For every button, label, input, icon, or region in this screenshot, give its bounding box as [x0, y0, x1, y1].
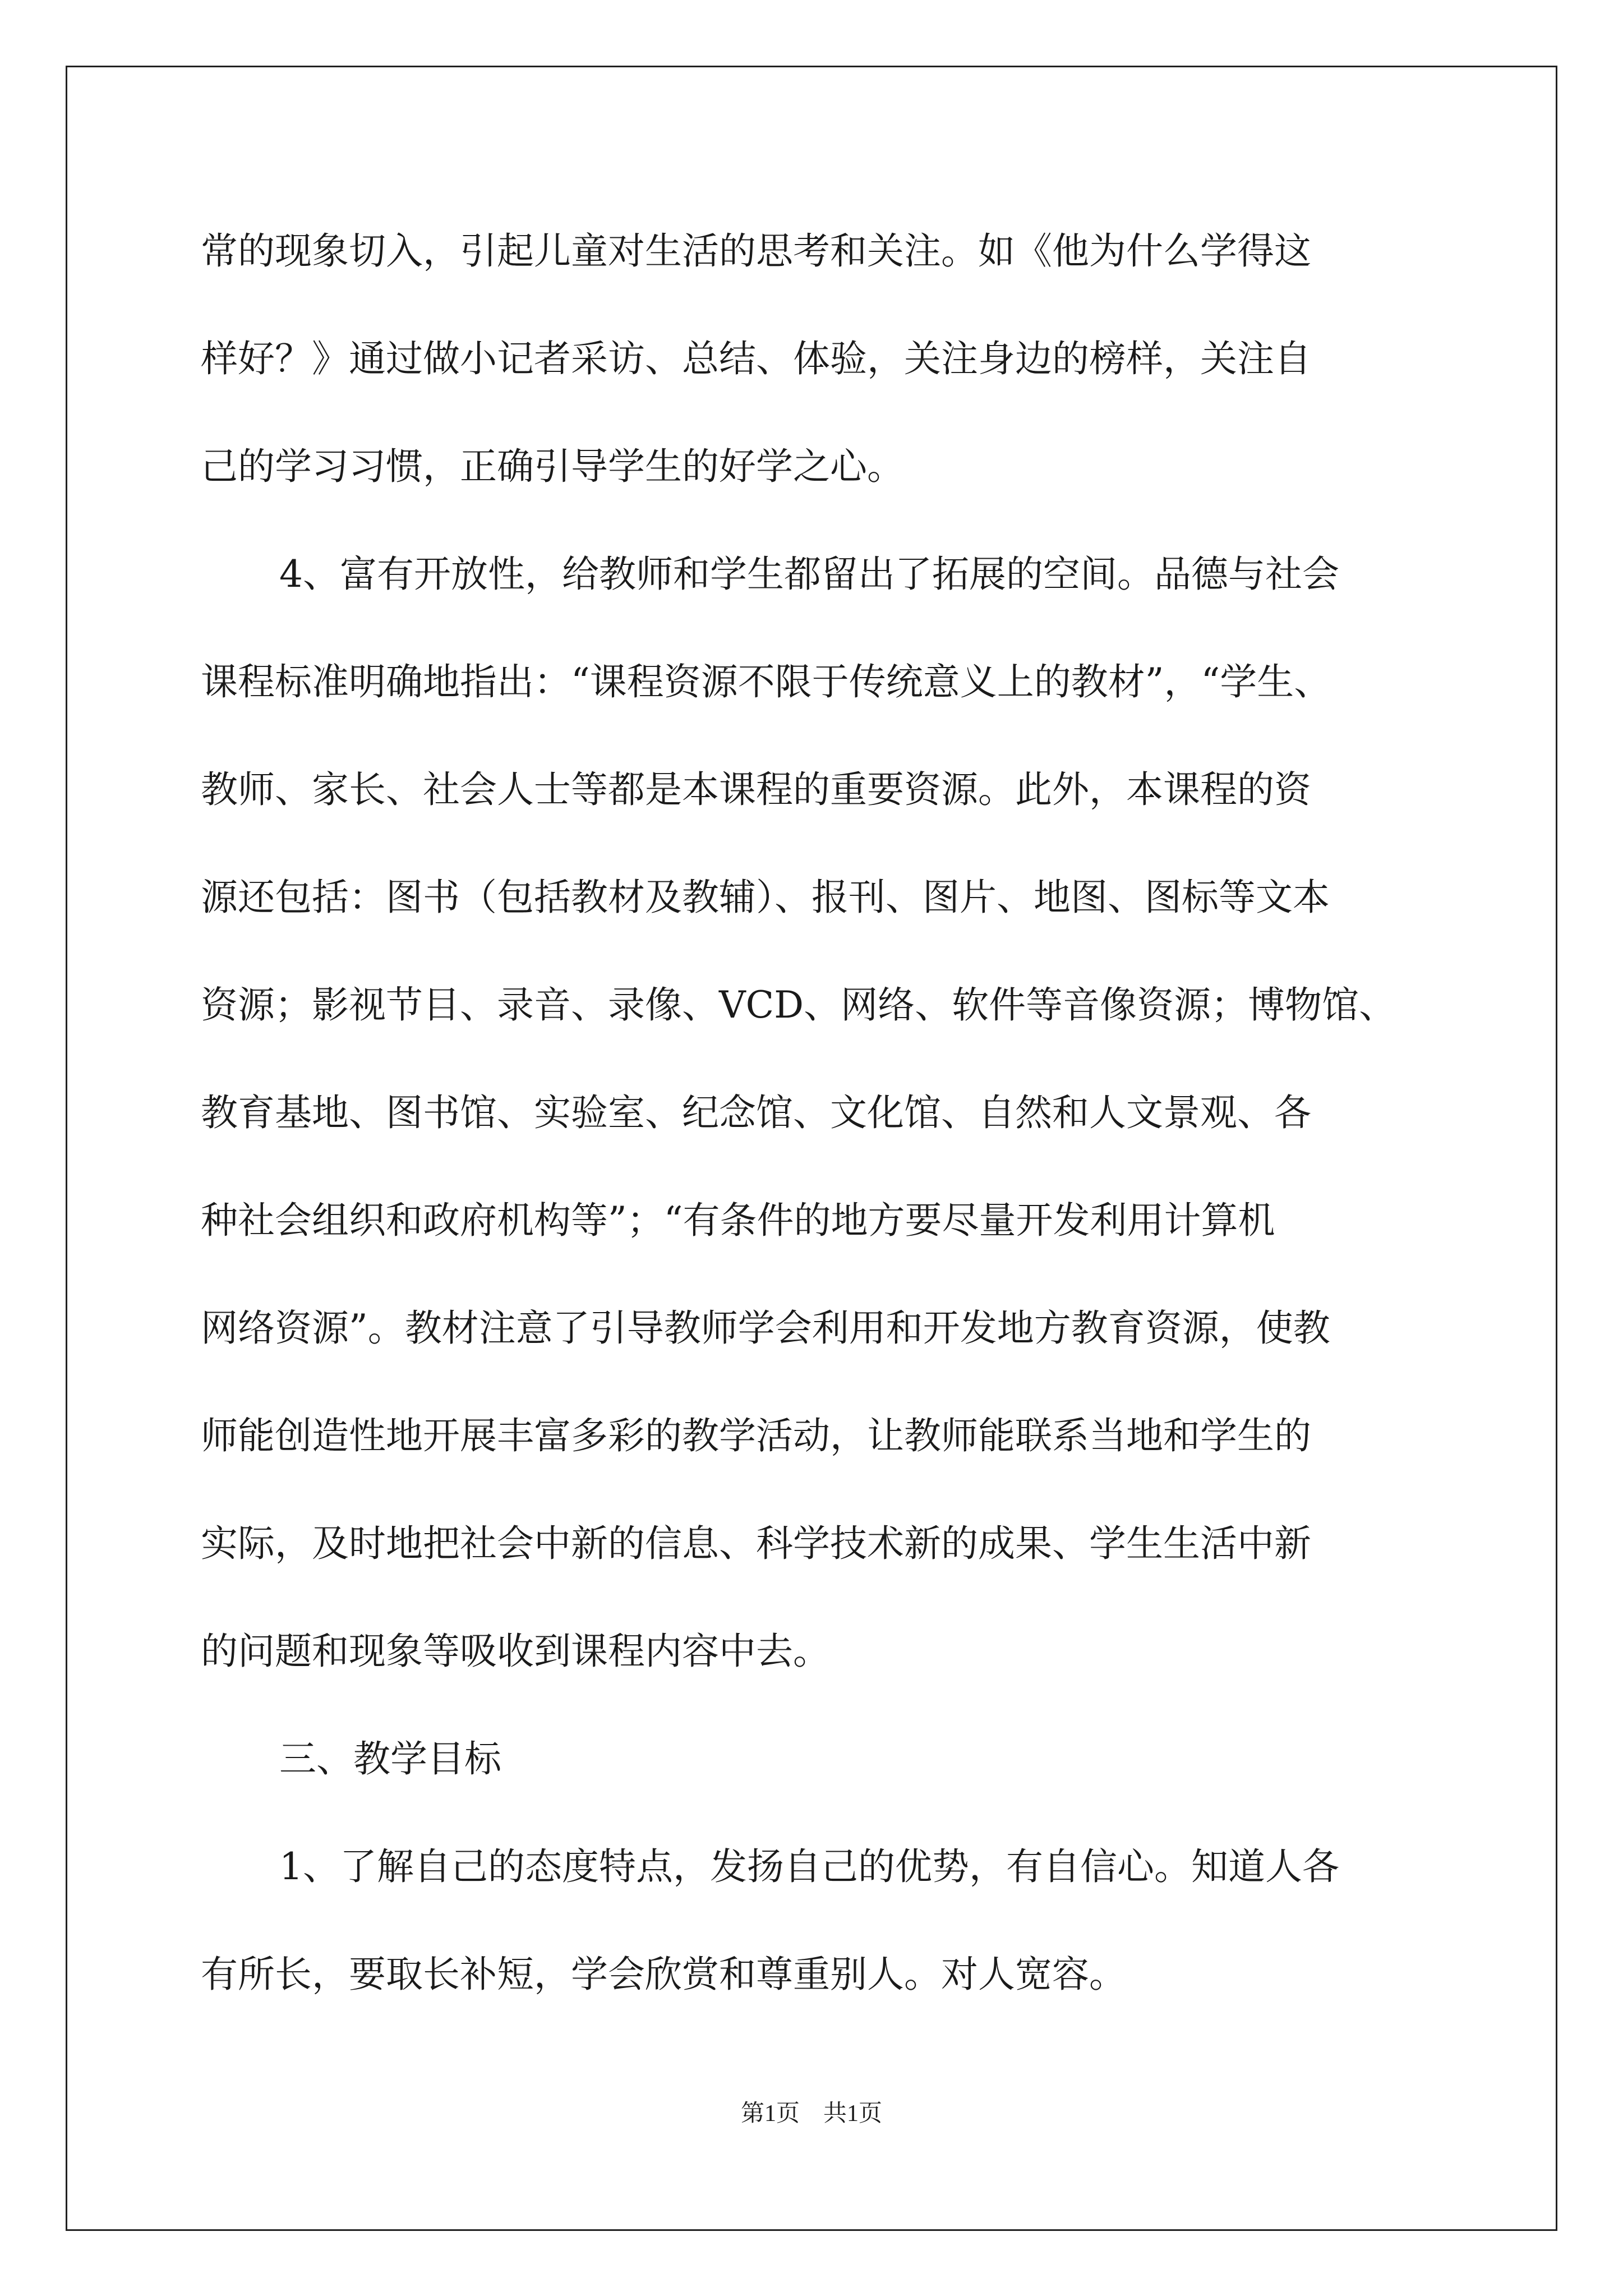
text-line: 教师、家长、社会人士等都是本课程的重要资源。此外，本课程的资	[201, 768, 1311, 811]
text-line: 课程标准明确地指出：“课程资源不限于传统意义上的教材”，“学生、	[201, 660, 1331, 703]
text-line: 资源；影视节目、录音、录像、VCD、网络、软件等音像资源；博物馆、	[201, 983, 1396, 1027]
text-line: 实际，及时地把社会中新的信息、科学技术新的成果、学生生活中新	[201, 1522, 1311, 1565]
text-line: 师能创造性地开展丰富多彩的教学活动，让教师能联系当地和学生的	[201, 1414, 1311, 1457]
text-line: 种社会组织和政府机构等”；“有条件的地方要尽量开发利用计算机	[201, 1199, 1275, 1242]
page-number-footer: 第1页 共1页	[740, 2101, 882, 2127]
text-line: 有所长，要取长补短，学会欣赏和尊重别人。对人宽容。	[201, 1953, 1126, 1996]
text-line: 样好？》通过做小记者采访、总结、体验，关注身边的榜样，关注自	[201, 337, 1311, 380]
section-heading: 三、教学目标	[279, 1737, 501, 1780]
text-line: 源还包括：图书（包括教材及教辅）、报刊、图片、地图、图标等文本	[201, 876, 1330, 919]
text-line: 常的现象切入，引起儿童对生活的思考和关注。如《他为什么学得这	[201, 229, 1311, 273]
text-line: 4、富有开放性，给教师和学生都留出了拓展的空间。品德与社会	[279, 553, 1339, 596]
text-line: 网络资源”。教材注意了引导教师学会利用和开发地方教育资源，使教	[201, 1306, 1330, 1350]
page-border	[66, 66, 1557, 2231]
text-line: 1、了解自己的态度特点，发扬自己的优势，有自信心。知道人各	[279, 1845, 1339, 1888]
text-line: 教育基地、图书馆、实验室、纪念馆、文化馆、自然和人文景观、各	[201, 1091, 1311, 1134]
text-line: 的问题和现象等吸收到课程内容中去。	[201, 1630, 830, 1673]
text-line: 己的学习习惯，正确引导学生的好学之心。	[201, 445, 904, 488]
